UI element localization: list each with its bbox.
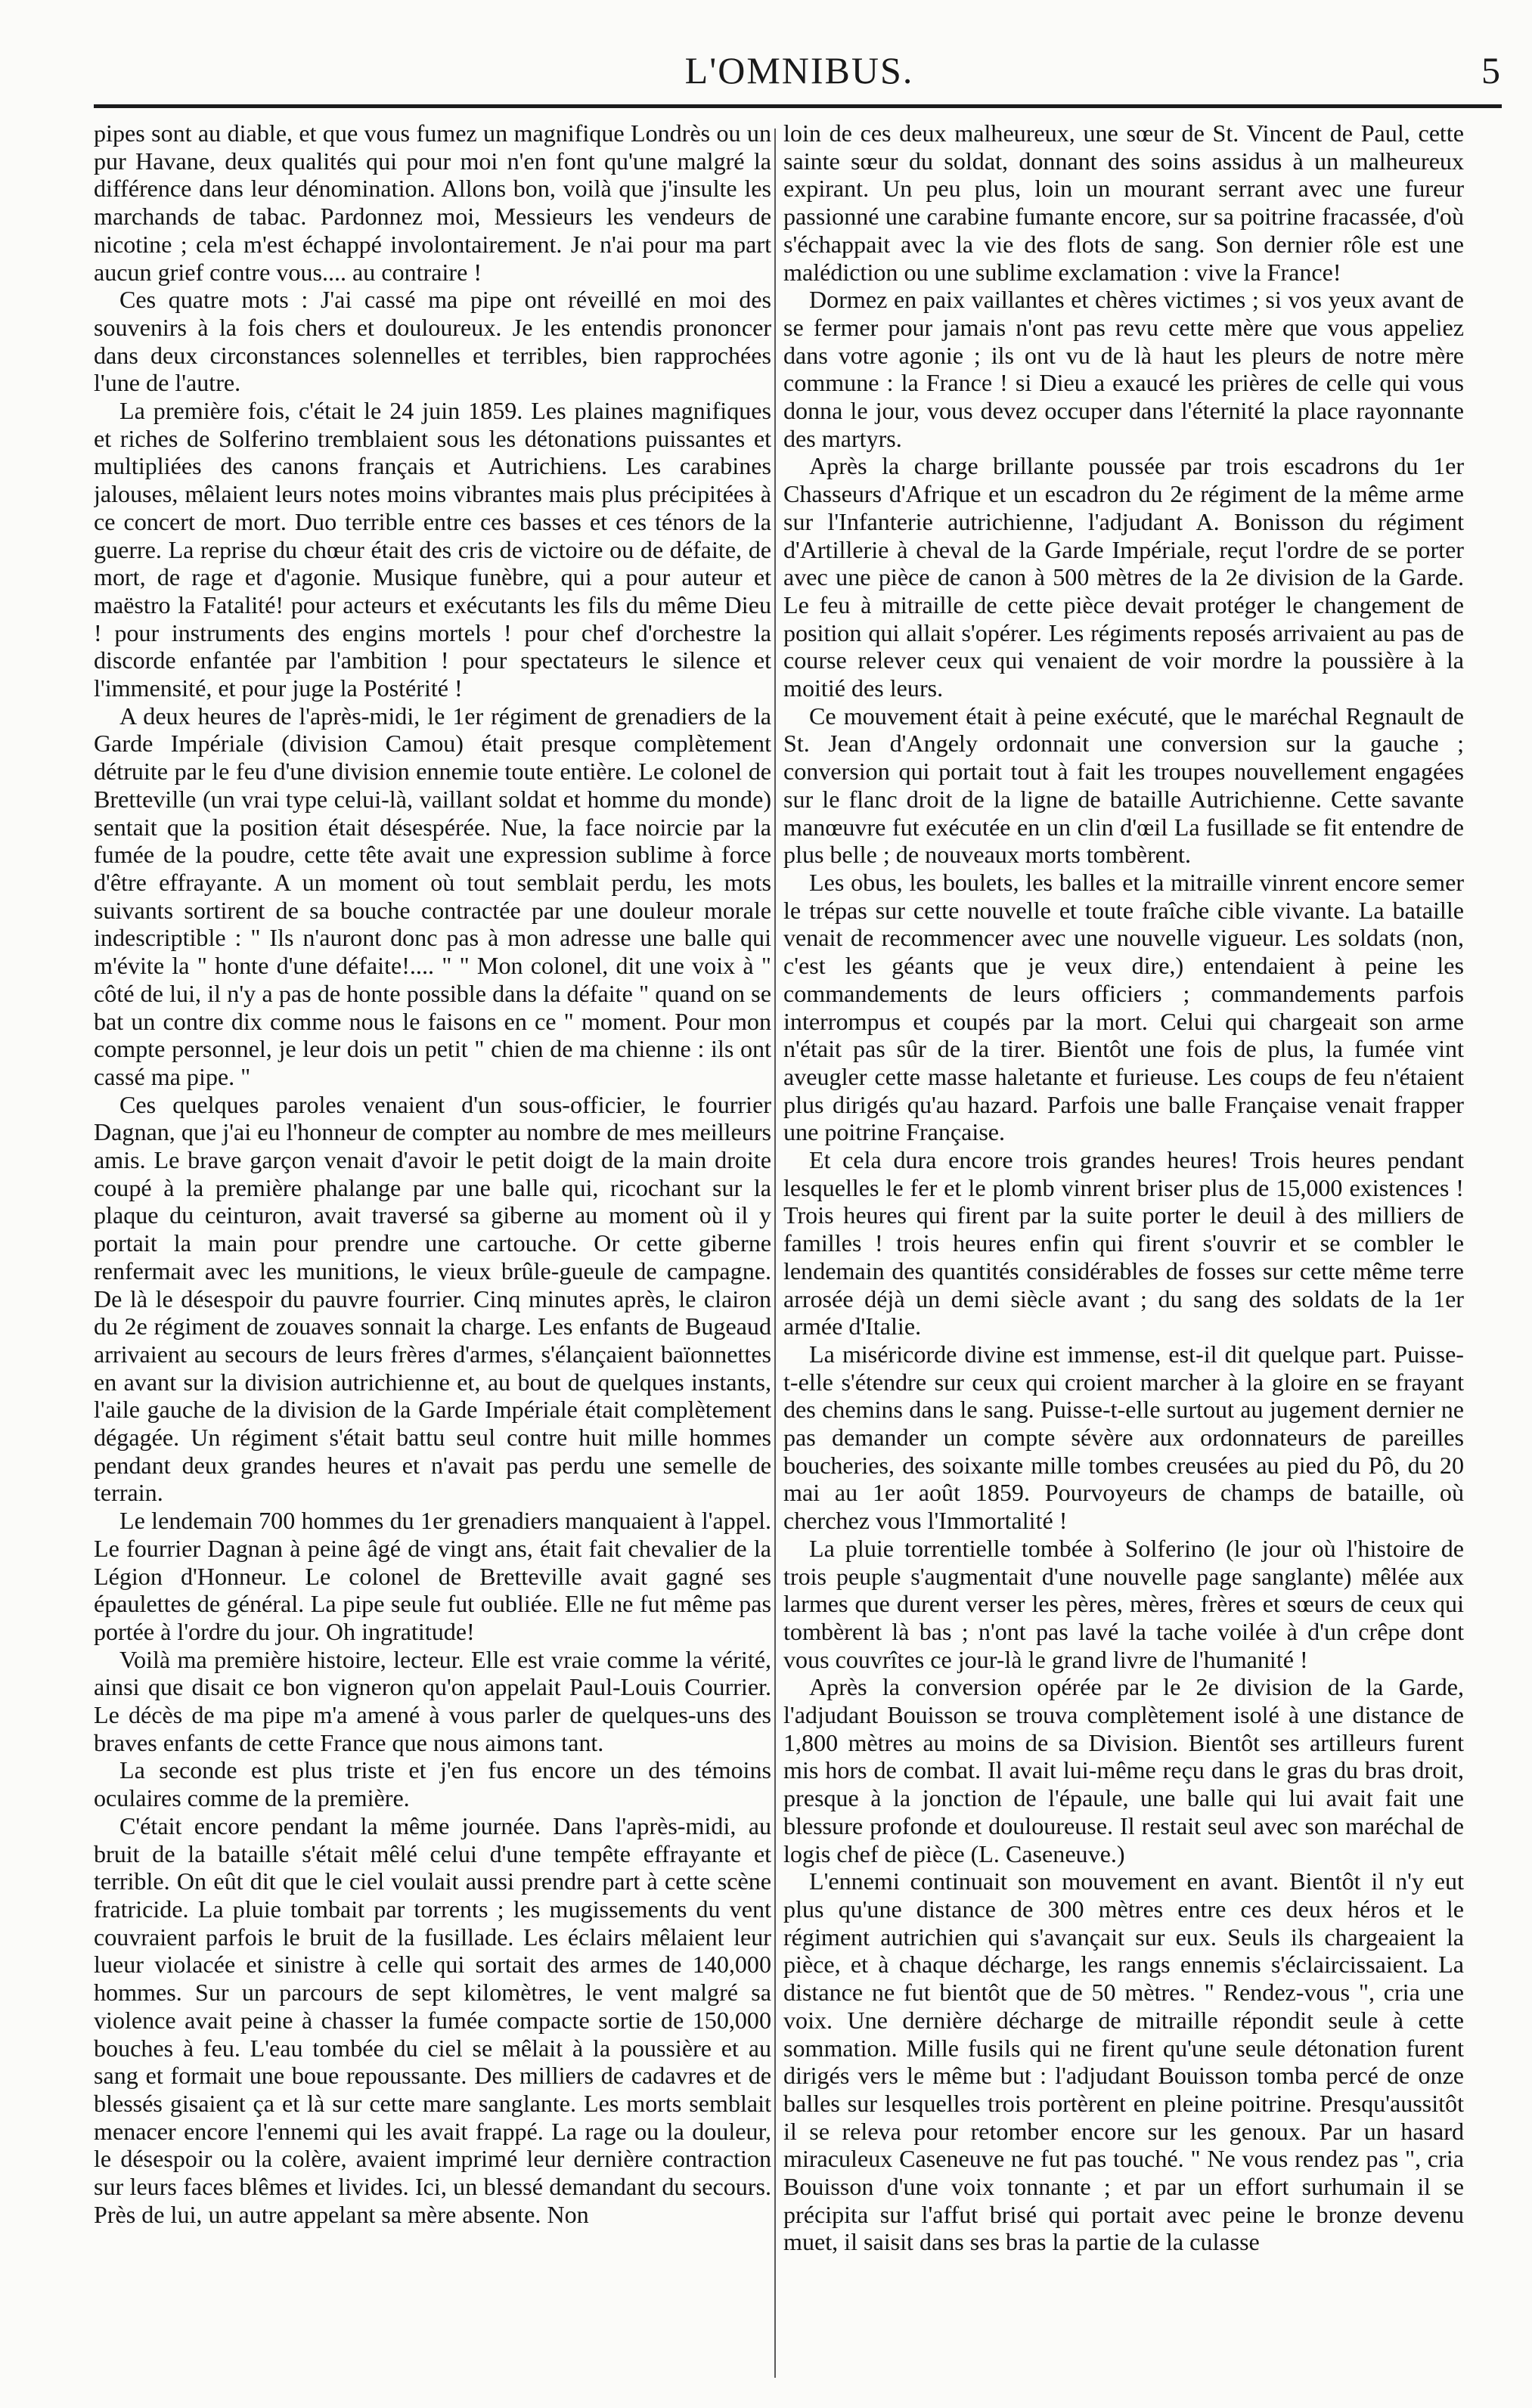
- left-paragraph-3: La première fois, c'était le 24 juin 1859. Les plaines magnifiques et riches de Solferino tremblaient sous les détonations puissantes et multipliées des canons français et Autrichiens. Les carabines jalouses, mêlaient leurs notes moins vibrantes mais plus précipitées à ce concert de mort. Duo terrible entre ces basses et ces ténors de la guerre. La reprise du chœur était des cris de victoire ou de défaite, de mort, de rage et d'agonie. Musique funèbre, qui a pour auteur et maëstro la Fatalité! pour acteurs et exécutants les fils du même Dieu ! pour instruments des engins mortels ! pour chef d'orchestre la discorde enfantée par l'ambition ! pour spectateurs le silence et l'immensité, et pour juge la Postérité !: [94, 397, 771, 702]
- right-paragraph-10: L'ennemi continuait son mouvement en avant. Bientôt il n'y eut plus qu'une distance de 300 mètres entre ces deux héros et le régiment autrichien qui s'avançait sur eux. Seuls ils chargeaient la pièce, et à chaque décharge, les rangs ennemis s'éclaircissaient. La distance ne fut bientôt que de 50 mètres. " Rendez-vous ", cria une voix. Une dernière décharge de mitraille répondit seule à cette sommation. Mille fusils qui ne firent qu'une seule détonation furent dirigés vers le même but : l'adjudant Bouisson tomba percé de onze balles sur lesquelles trois portèrent en pleine poitrine. Presqu'aussitôt il se releva pour retomber encore sur les genoux. Par un hasard miraculeux Caseneuve ne fut pas touché. " Ne vous rendez pas ", cria Bouisson d'une voix tonnante ; et par un effort surhumain il se précipita sur l'affut brisé qui portait avec peine le bronze devenu muet, il saisit dans ses bras la partie de la culasse: [783, 1867, 1464, 2256]
- left-paragraph-4: A deux heures de l'après-midi, le 1er régiment de grenadiers de la Garde Impériale (division Camou) était presque complètement détruite par le feu d'une division ennemie toute entière. Le colonel de Bretteville (un vrai type celui-là, vaillant soldat et homme du monde) sentait que la position était désespérée. Nue, la face noircie par la fumée de la poudre, cette tête avait une expression sublime à force d'être effrayante. A un moment où tout semblait perdu, les mots suivants sortirent de sa bouche contractée par une douleur morale indescriptible : " Ils n'auront donc pas à mon adresse une balle qui m'évite la " honte d'une défaite!.... " " Mon colonel, dit une voix à " côté de lui, il n'y a pas de honte possible dans la défaite " quand on se bat un contre dix comme nous le faisons en ce " moment. Pour mon compte personnel, je leur dois un petit " chien de ma chienne : ils ont cassé ma pipe. ": [94, 702, 771, 1090]
- left-column: [94, 119, 771, 2380]
- right-paragraph-8: La pluie torrentielle tombée à Solferino (le jour où l'histoire de trois peuple s'augmentait d'une nouvelle page sanglante) mêlée aux larmes que durent verser les pères, mères, frères et sœurs de ceux qui tombèrent là bas ; n'ont pas lavé la tache voilée à d'un crêpe dont vous couvrîtes ce jour-là le grand livre de l'humanité !: [783, 1534, 1464, 1673]
- left-paragraph-7: Voilà ma première histoire, lecteur. Elle est vraie comme la vérité, ainsi que disait ce bon vigneron qu'on appelait Paul-Louis Courrier. Le décès de ma pipe m'a amené à vous parler de quelques-uns des braves enfants de cette France que nous aimons tant.: [94, 1645, 771, 1756]
- left-paragraph-8: La seconde est plus triste et j'en fus encore un des témoins oculaires comme de la première.: [94, 1756, 771, 1812]
- page-header: [94, 44, 1505, 97]
- right-paragraph-4: Ce mouvement était à peine exécuté, que le maréchal Regnault de St. Jean d'Angely ordonnait une conversion sur la gauche ; conversion qui portait tout à fait les troupes nouvellement engagées sur le flanc droit de la ligne de bataille Autrichienne. Cette savante manœuvre fut exécutée en un clin d'œil La fusillade se fit entendre de plus belle ; de nouveaux morts tombèrent.: [783, 702, 1464, 869]
- right-paragraph-1: loin de ces deux malheureux, une sœur de St. Vincent de Paul, cette sainte sœur du soldat, donnant des soins assidus à un malheureux expirant. Un peu plus, loin un mourant serrant avec une fureur passionné une carabine fumante encore, sur sa poitrine fracassée, d'où s'échappait avec la vie des flots de sang. Son dernier rôle est une malédiction ou une sublime exclamation : vive la France!: [783, 119, 1464, 286]
- right-paragraph-3: Après la charge brillante poussée par trois escadrons du 1er Chasseurs d'Afrique et un escadron du 2e régiment de la même arme sur l'Infanterie autrichienne, l'adjudant A. Bonisson du régiment d'Artillerie à cheval de la Garde Impériale, reçut l'ordre de se porter avec une pièce de canon à 500 mètres de la 2e division de la Garde. Le feu à mitraille de cette pièce devait protéger le changement de position qui allait s'opérer. Les régiments reposés arrivaient au pas de course relever ceux qui venaient de voir mordre la poussière à la moitié des leurs.: [783, 452, 1464, 702]
- left-paragraph-5: Ces quelques paroles venaient d'un sous-officier, le fourrier Dagnan, que j'ai eu l'honneur de compter au nombre de mes meilleurs amis. Le brave garçon venait d'avoir le petit doigt de la main droite coupé à la première phalange par une balle qui, ricochant sur la plaque du ceinturon, avait traversé sa giberne au moment où il y portait la main pour prendre une cartouche. Or cette giberne renfermait avec les munitions, le vieux brûle-gueule de campagne. De là le désespoir du pauvre fourrier. Cinq minutes après, le clairon du 2e régiment de zouaves sonnait la charge. Les enfants de Bugeaud arrivaient au secours de leurs frères d'armes, s'élançaient baïonnettes en avant sur la division autrichienne et, au bout de quelques instants, l'aile gauche de la division de la Garde Impériale était complètement dégagée. Un régiment s'était battu seul contre huit mille hommes pendant deux grandes heures et n'avait pas perdu une semelle de terrain.: [94, 1090, 771, 1507]
- left-paragraph-1: pipes sont au diable, et que vous fumez un magnifique Londrès ou un pur Havane, deux qualités qui pour moi n'en font qu'une malgré la différence dans leur dénomination. Allons bon, voilà que j'insulte les marchands de tabac. Pardonnez moi, Messieurs les vendeurs de nicotine ; cela m'est échappé involontairement. Je n'ai pour ma part aucun grief contre vous.... au contraire !: [94, 119, 771, 286]
- left-paragraph-6: Le lendemain 700 hommes du 1er grenadiers manquaient à l'appel. Le fourrier Dagnan à peine âgé de vingt ans, était fait chevalier de la Légion d'Honneur. Le colonel de Bretteville avait gagné ses épaulettes de général. La pipe seule fut oubliée. Elle ne fut même pas portée à l'ordre du jour. Oh ingratitude!: [94, 1507, 771, 1645]
- header-rule: [94, 104, 1502, 108]
- right-column: [783, 119, 1464, 2380]
- right-paragraph-7: La miséricorde divine est immense, est-il dit quelque part. Puisse-t-elle s'étendre sur ceux qui croient marcher à la gloire en se frayant des chemins dans le sang. Puisse-t-elle surtout au jugement dernier ne pas demander un compte sévère aux ordonnateurs de pareilles boucheries, des soixante mille tombes creusées au pied du Pô, du 20 mai au 1er août 1859. Pourvoyeurs de champs de bataille, où cherchez vous l'Immortalité !: [783, 1340, 1464, 1535]
- page-number: 5: [1481, 49, 1500, 91]
- left-paragraph-2: Ces quatre mots : J'ai cassé ma pipe ont réveillé en moi des souvenirs à la fois chers et douloureux. Je les entendis prononcer dans deux circonstances solennelles et terribles, bien rapprochées l'une de l'autre.: [94, 286, 771, 397]
- right-paragraph-9: Après la conversion opérée par le 2e division de la Garde, l'adjudant Bouisson se trouva complètement isolé à une distance de 1,800 mètres au moins de sa Division. Bientôt ses artilleurs furent mis hors de combat. Il avait lui-même reçu dans le gras du bras droit, presque à la jonction de l'épaule, une balle qui lui avait fait une blessure profonde et douloureuse. Il restait seul avec son maréchal de logis chef de pièce (L. Caseneuve.): [783, 1673, 1464, 1867]
- right-paragraph-2: Dormez en paix vaillantes et chères victimes ; si vos yeux avant de se fermer pour jamais n'ont pas revu cette mère que vous appeliez dans votre agonie ; ils ont vu de là haut les pleurs de notre mère commune : la France ! si Dieu a exaucé les prières de celle qui vous donna le jour, vous devez occuper dans l'éternité la place rayonnante des martyrs.: [783, 286, 1464, 452]
- left-paragraph-9: C'était encore pendant la même journée. Dans l'après-midi, au bruit de la bataille s'était mêlé celui d'une tempête effrayante et terrible. On eût dit que le ciel voulait aussi prendre part à cette scène fratricide. La pluie tombait par torrents ; les mugissements du vent couvraient parfois le bruit de la fusillade. Les éclairs mêlaient leur lueur violacée et sinistre à celle qui sortait des armes de 140,000 hommes. Sur un parcours de sept kilomètres, le vent malgré sa violence avait peine à chasser la fumée compacte sortie de 150,000 bouches à feu. L'eau tombée du ciel se mêlait à la poussière et au sang et formait une boue repoussante. Des milliers de cadavres et de blessés gisaient ça et là sur cette mare sanglante. Les morts semblait menacer encore l'ennemi qui les avait frappé. La rage ou la douleur, le désespoir ou la colère, avaient imprimé leur dernière contraction sur leurs faces blêmes et livides. Ici, un blessé demandant du secours. Près de lui, un autre appelant sa mère absente. Non: [94, 1811, 771, 2228]
- publication-title: L'OMNIBUS.: [684, 49, 914, 91]
- column-divider: [774, 129, 776, 2378]
- right-paragraph-6: Et cela dura encore trois grandes heures! Trois heures pendant lesquelles le fer et le plomb vinrent briser plus de 15,000 existences ! Trois heures qui firent par la suite porter le deuil à des milliers de familles ! trois heures enfin qui firent s'ouvrir et se combler le lendemain des quantités considérables de fosses sur cette même terre arrosée déjà un demi siècle avant ; du sang des soldats de la 1er armée d'Italie.: [783, 1146, 1464, 1340]
- right-paragraph-5: Les obus, les boulets, les balles et la mitraille vinrent encore semer le trépas sur cette nouvelle et toute fraîche cible vivante. La bataille venait de recommencer avec une nouvelle vigueur. Les soldats (non, c'est les géants que je veux dire,) entendaient à peine les commandements de leurs officiers ; commandements parfois interrompus et coupés par la mort. Celui qui chargeait son arme n'était pas sûr de la tirer. Bientôt une fois de plus, la fumée vint aveugler cette masse haletante et furieuse. Les coups de feu n'étaient plus dirigés qu'au hazard. Parfois une balle Française venait frapper une poitrine Française.: [783, 868, 1464, 1146]
